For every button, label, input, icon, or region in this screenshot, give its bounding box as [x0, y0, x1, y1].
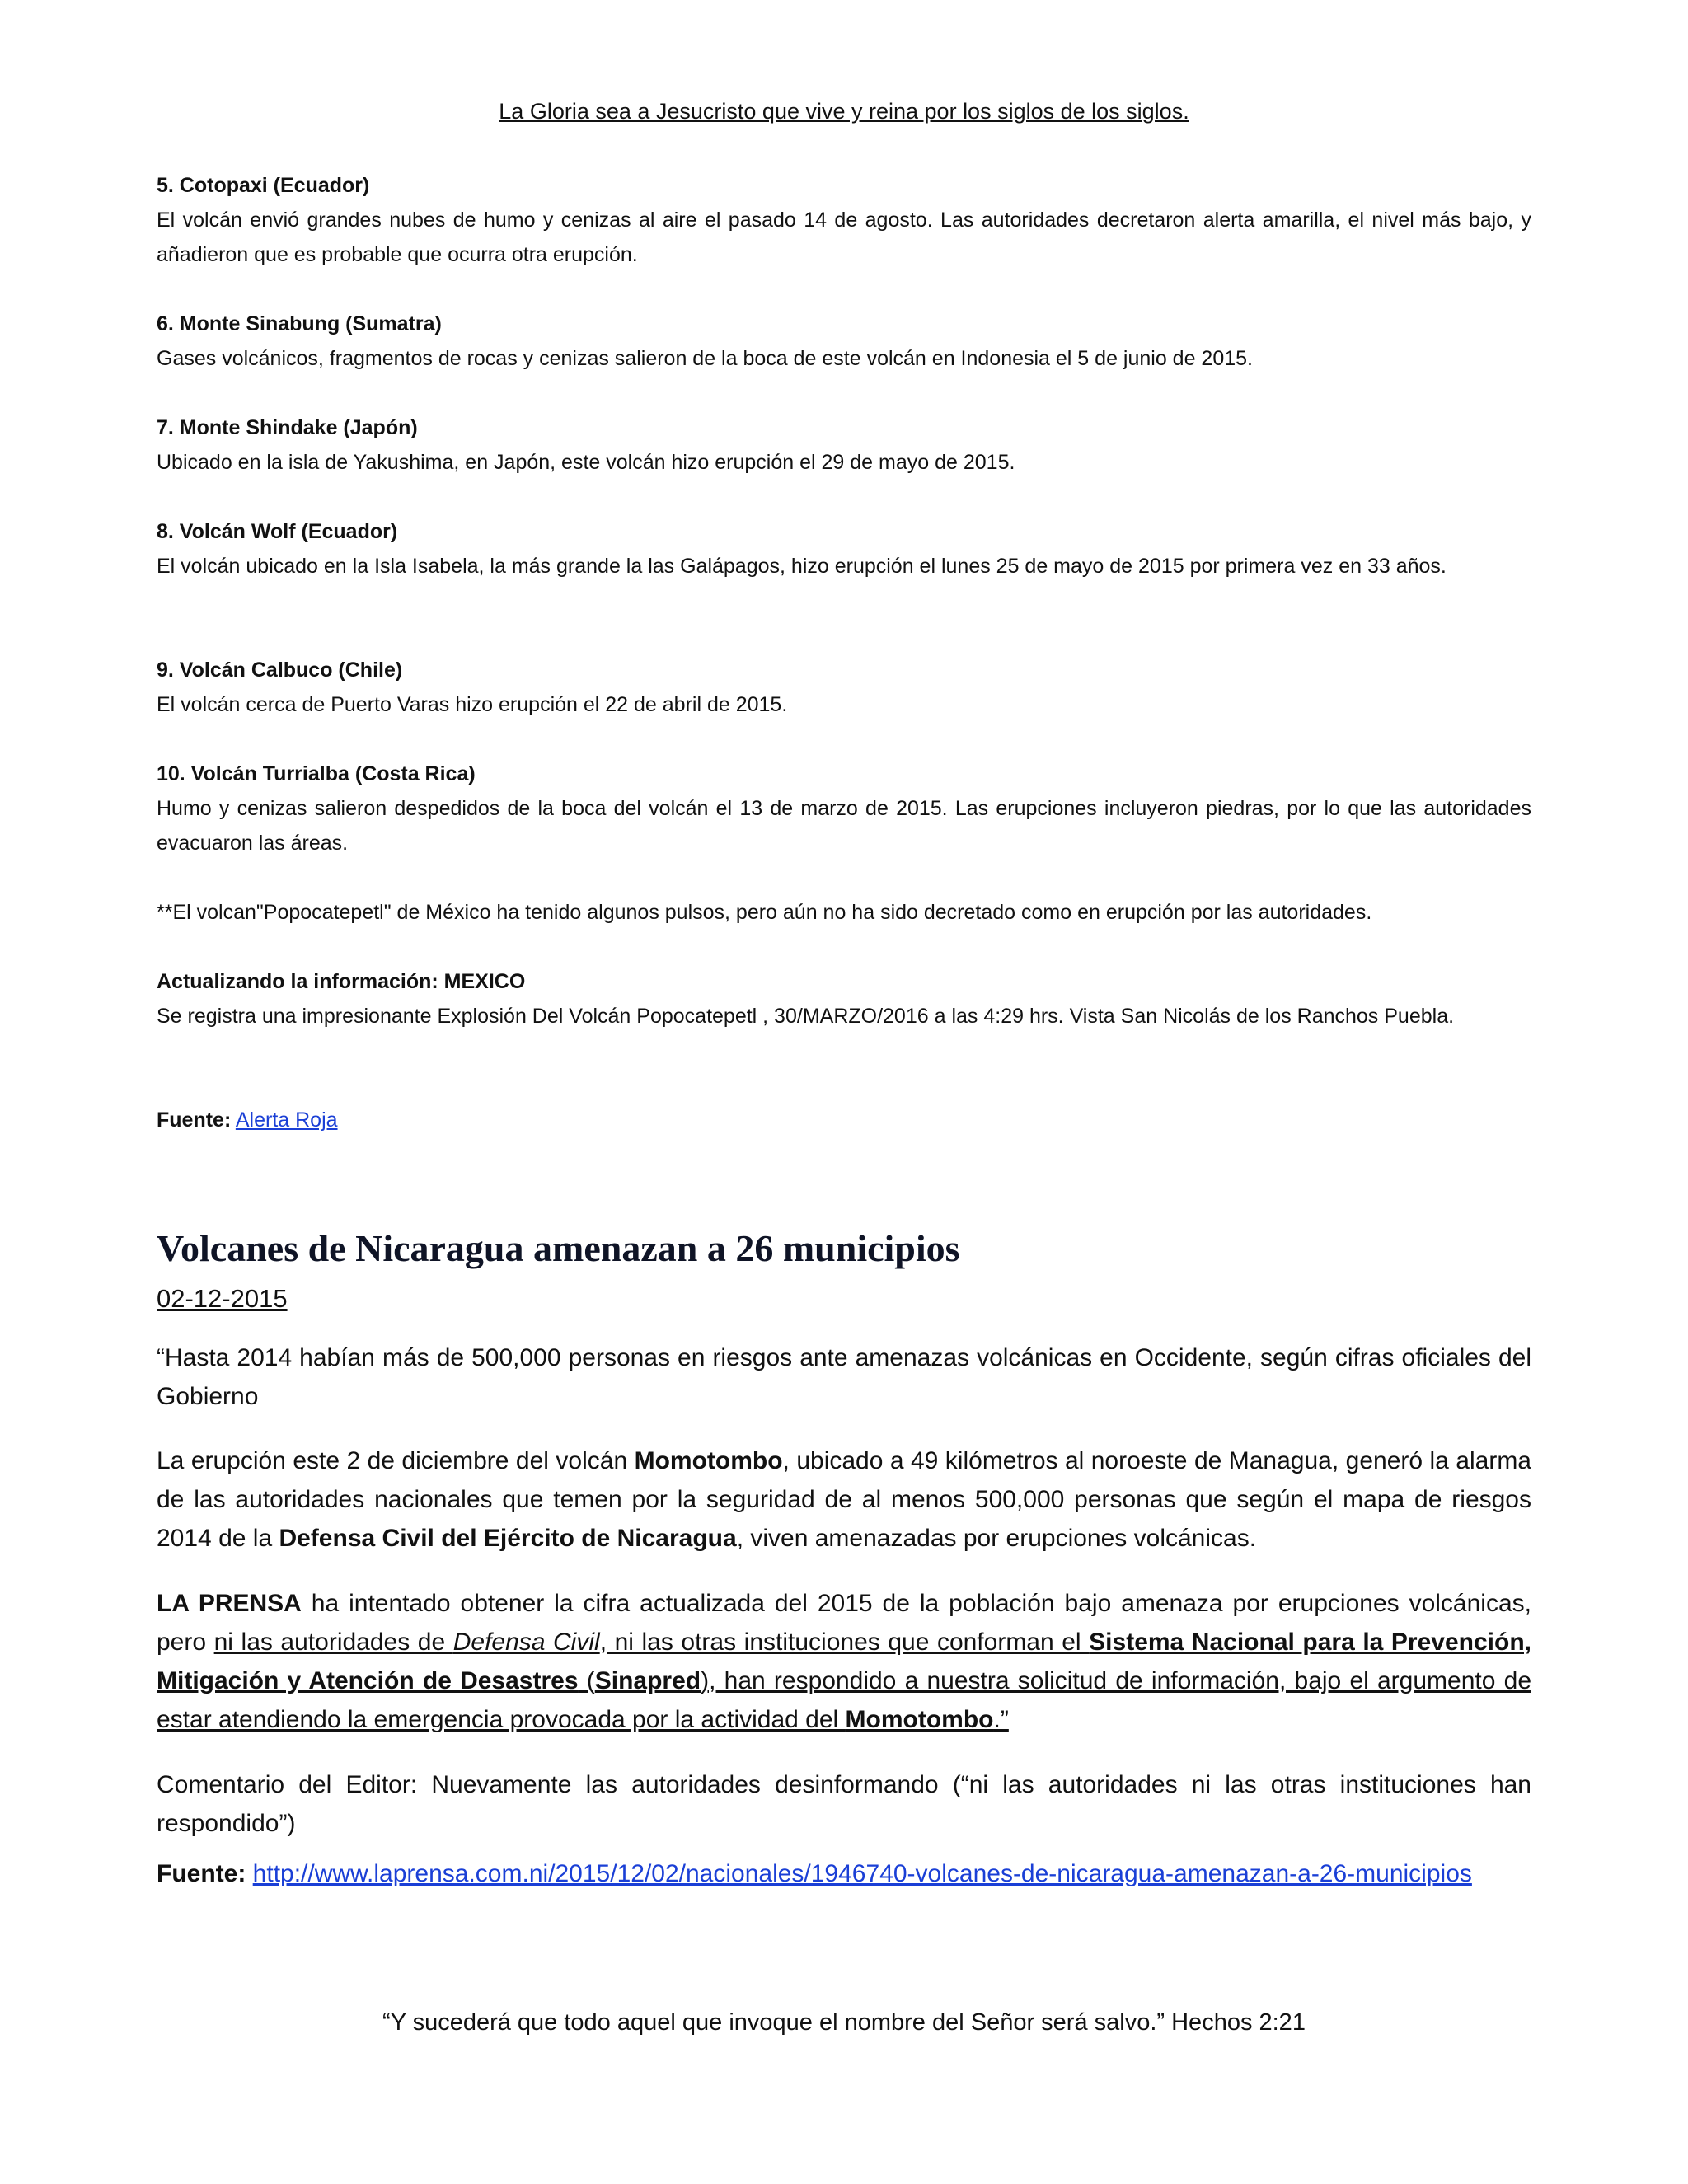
source-link-laprensa[interactable]: http://www.laprensa.com.ni/2015/12/02/nacionales/1946740-volcanes-de-nicaragua-amenazan-a-26-municipios	[252, 1860, 1472, 1887]
volcano-title: 5. Cotopaxi (Ecuador)	[157, 174, 370, 197]
volcano-item-7	[157, 410, 1531, 480]
article-paragraph-2	[157, 1441, 1531, 1558]
volcano-title: 10. Volcán Turrialba (Costa Rica)	[157, 762, 476, 785]
volcano-title: 7. Monte Shindake (Japón)	[157, 416, 418, 439]
volcano-item-6	[157, 307, 1531, 376]
source-link-alerta-roja[interactable]: Alerta Roja	[235, 1108, 338, 1132]
volcano-title: 9. Volcán Calbuco (Chile)	[157, 658, 403, 682]
source-line-2	[157, 1854, 1531, 1893]
text-run-underline: ), han respondido a nuestra solicitud de información, bajo el argumento de estar atendiendo la emergencia provocada por la actividad del	[157, 1667, 1531, 1733]
text-run-underline: , ni las otras instituciones que conforman el	[599, 1629, 1090, 1656]
volcano-title: 6. Monte Sinabung (Sumatra)	[157, 312, 442, 335]
editor-comment: Comentario del Editor: Nuevamente las autoridades desinformando (“ni las autoridades ni las otras instituciones han respondido”)	[157, 1771, 1531, 1837]
source-line-1	[157, 1103, 1531, 1137]
source-label: Fuente:	[157, 1860, 246, 1887]
text-run-bold: Momotombo	[845, 1706, 994, 1733]
page-header: La Gloria sea a Jesucristo que vive y reina por los siglos de los siglos.	[499, 99, 1189, 124]
text-run-underline: ni las autoridades de	[213, 1629, 453, 1656]
volcano-text: Ubicado en la isla de Yakushima, en Japón, este volcán hizo erupción el 29 de mayo de 2015.	[157, 451, 1015, 474]
text-run: ha intentado obtener la cifra actualizada del 2015 de la población bajo amenaza por erupciones volcánicas, pero	[157, 1590, 1531, 1656]
update-block	[157, 964, 1531, 1033]
text-run: , viven amenazadas por erupciones volcánicas.	[736, 1525, 1257, 1552]
update-text: Se registra una impresionante Explosión Del Volcán Popocatepetl , 30/MARZO/2016 a las 4:29 hrs. Vista San Nicolás de los Ranchos Puebla.	[157, 1005, 1455, 1028]
text-run-italic: Defensa Civil	[452, 1629, 600, 1656]
source-label: Fuente:	[157, 1108, 232, 1132]
volcano-title: 8. Volcán Wolf (Ecuador)	[157, 520, 398, 543]
article-date: 02-12-2015	[157, 1284, 288, 1313]
text-run-bold: Sistema Nacional para la Prevención, Mitigación y Atención de Desastres	[157, 1629, 1531, 1694]
volcano-text: El volcán ubicado en la Isla Isabela, la más grande la las Galápagos, hizo erupción el lunes 25 de mayo de 2015 por primera vez en 33 años.	[157, 555, 1447, 578]
article-paragraph-3	[157, 1584, 1531, 1739]
text-run: La erupción este 2 de diciembre del volcán	[157, 1447, 635, 1474]
volcano-text: Gases volcánicos, fragmentos de rocas y cenizas salieron de la boca de este volcán en Indonesia el 5 de junio de 2015.	[157, 347, 1253, 370]
text-run-bold: LA PRENSA	[157, 1590, 302, 1617]
update-title: Actualizando la información: MEXICO	[157, 970, 526, 993]
volcano-text: Humo y cenizas salieron despedidos de la boca del volcán el 13 de marzo de 2015. Las erupciones incluyeron piedras, por lo que las autoridades evacuaron las áreas.	[157, 797, 1531, 855]
volcano-item-10	[157, 757, 1531, 860]
text-run-underline: (	[578, 1667, 595, 1694]
volcano-text: El volcán envió grandes nubes de humo y cenizas al aire el pasado 14 de agosto. Las autoridades decretaron alerta amarilla, el nivel más bajo, y añadieron que es probable que ocurra otra erupción.	[157, 209, 1531, 266]
article-paragraph-1: “Hasta 2014 habían más de 500,000 personas en riesgos ante amenazas volcánicas en Occidente, según cifras oficiales del Gobierno	[157, 1344, 1531, 1410]
text-run-bold: Momotombo	[634, 1447, 783, 1474]
volcano-text: El volcán cerca de Puerto Varas hizo erupción el 22 de abril de 2015.	[157, 693, 788, 716]
text-run-bold: Sinapred	[594, 1667, 701, 1694]
text-run-underline: .”	[993, 1706, 1009, 1733]
article-title: Volcanes de Nicaragua amenazan a 26 municipios	[157, 1227, 960, 1269]
text-run: , ubicado a 49 kilómetros al noroeste de Managua, generó la alarma de las autoridades nacionales que temen por la seguridad de al menos 500,000 personas que según el mapa de riesgos 2014 de la	[157, 1447, 1531, 1552]
volcano-item-5	[157, 168, 1531, 272]
popocatepetl-note: **El volcan"Popocatepetl" de México ha tenido algunos pulsos, pero aún no ha sido decretado como en erupción por las autoridades.	[157, 901, 1372, 924]
text-run-bold: Defensa Civil del Ejército de Nicaragua	[279, 1525, 737, 1552]
page-footer: “Y sucederá que todo aquel que invoque el nombre del Señor será salvo.” Hechos 2:21	[382, 2009, 1306, 2036]
volcano-item-9	[157, 653, 1531, 722]
volcano-item-8	[157, 514, 1531, 583]
